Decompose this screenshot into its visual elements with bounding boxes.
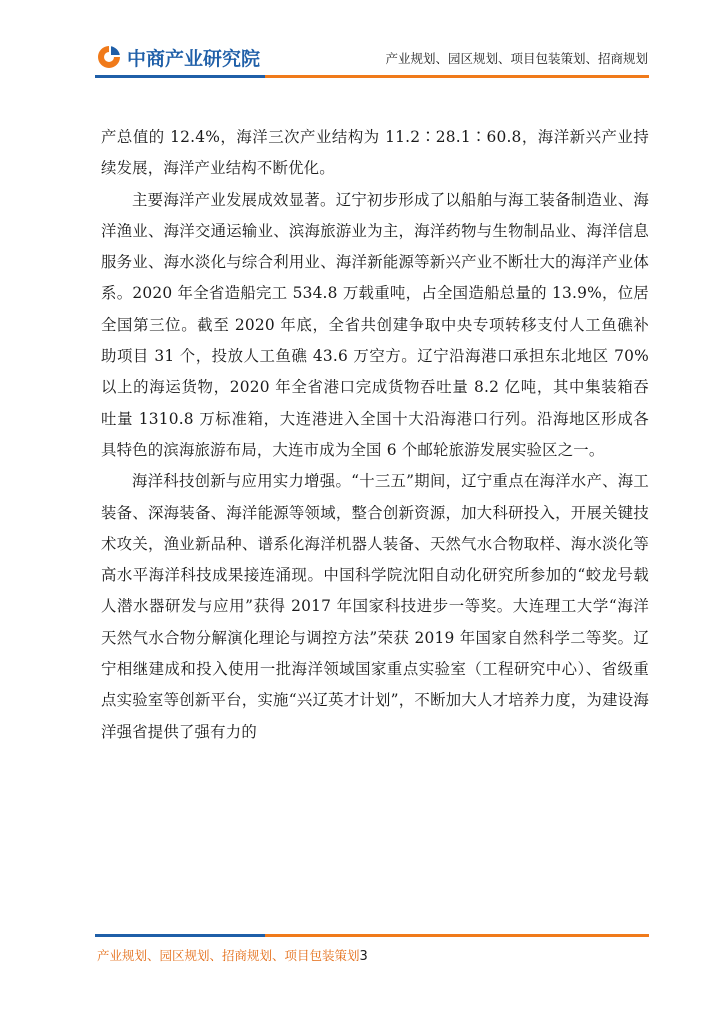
logo-text: 中商产业研究院 (127, 47, 261, 70)
paragraph-2: 主要海洋产业发展成效显著。辽宁初步形成了以船舶与海工装备制造业、海洋渔业、海洋交通运输业、滨海旅游业为主，海洋药物与生物制品业、海洋信息服务业、海水淡化与综合利用业、海洋新能源等新兴产业不断壮大的海洋产业体系。2020 年全省造船完工 534.8 万载重吨，占全国造船总量的 13.9%，位居全国第三位。截至 2020 年底，全省共创建争取中央专项转移支付人工鱼礁补助项目 31 个，投放人工鱼礁 43.6 万空方。辽宁沿海港口承担东北地区 70%以上的海运货物，2020 年全省港口完成货物吞吐量 8.2 亿吨，其中集装箱吞吐量 1310.8 万标准箱，大连港进入全国十大沿海港口行列。沿海地区形成各具特色的滨海旅游布局，大连市成为全国 6 个邮轮旅游发展实验区之一。 (101, 190, 649, 459)
paragraph-1: 产总值的 12.4%，海洋三次产业结构为 11.2∶28.1∶60.8，海洋新兴产业持续发展，海洋产业结构不断优化。 (101, 128, 649, 178)
footer-tagline: 产业规划、园区规划、招商规划、项目包装策划 (97, 948, 360, 963)
footer-divider-blue (95, 934, 265, 937)
footer-divider-orange (265, 934, 649, 937)
header-divider-orange (265, 75, 649, 78)
page-footer (97, 946, 368, 964)
document-body (101, 122, 649, 748)
company-logo (95, 42, 260, 72)
header-divider-blue (95, 75, 265, 78)
page-number: 3 (359, 949, 368, 964)
header-tagline: 产业规划、园区规划、项目包装策划、招商规划 (385, 51, 648, 66)
page-header (0, 0, 724, 82)
paragraph-3: 海洋科技创新与应用实力增强。“十三五”期间，辽宁重点在海洋水产、海工装备、深海装备、海洋能源等领域，整合创新资源，加大科研投入，开展关键技术攻关，渔业新品种、谱系化海洋机器人装备、天然气水合物取样、海水淡化等高水平海洋科技成果接连涌现。中国科学院沈阳自动化研究所参加的“蛟龙号载人潜水器研发与应用”获得 2017 年国家科技进步一等奖。大连理工大学“海洋天然气水合物分解演化理论与调控方法”荣获 2019 年国家自然科学二等奖。辽宁相继建成和投入使用一批海洋领域国家重点实验室（工程研究中心）、省级重点实验室等创新平台，实施“兴辽英才计划”，不断加大人才培养力度，为建设海洋强省提供了强有力的 (101, 472, 649, 741)
logo-icon (95, 43, 123, 71)
